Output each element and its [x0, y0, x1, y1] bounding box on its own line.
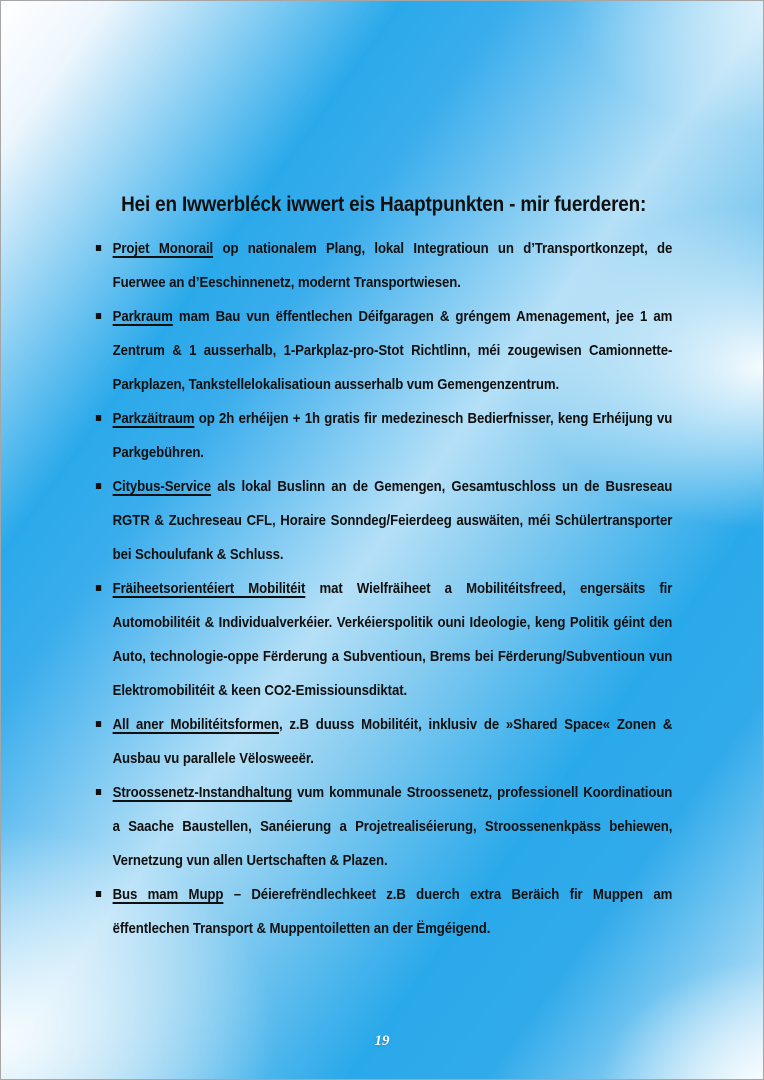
list-item-body: als lokal Buslinn an de Gemengen, Gesamtuschloss un de Busreseau RGTR & Zuchreseau CFL, Horaire Sonndeg/Feierdeeg auswäiten, méi Schülertransporter bei Schoulufank & Schluss.: [112, 478, 673, 563]
list-item-body: mam Bau vun ëffentlechen Déifgaragen & gréngem Amenagement, jee 1 am Zentrum & 1 ausserhalb, 1-Parkplaz-pro-Stot Richtlinn, méi zougewisen Camionnette-Parkplazen, Tankstellelokalisatioun ausserhalb vum Gemengenzentrum.: [112, 308, 673, 393]
list-item: [95, 776, 672, 878]
square-bullet-icon: [96, 789, 101, 795]
list-item-body: – Déierefrëndlechkeet z.B duerch extra Beräich fir Muppen am ëffentlechen Transport & Muppentoiletten an der Ëmgéigend.: [112, 886, 673, 937]
list-item: [95, 708, 672, 776]
list-item-body: z.B duuss Mobilitéit, inklusiv de »Shared Space« Zonen & Ausbau vu parallele Vëlosweeër.: [112, 716, 673, 767]
list-item-body: vum kommunale Stroossenetz, professionell Koordinatioun a Saache Baustellen, Sanéierung a Projetrealiséierung, Stroossenenkpäss behiewen, Vernetzung vun allen Uertschaften & Plazen.: [112, 784, 673, 869]
list-item-lead: Citybus-Service: [112, 478, 212, 495]
list-item-lead: All aner Mobilitéitsformen: [112, 716, 279, 733]
list-item-lead: Fräiheetsorientéiert Mobilitéit: [112, 580, 306, 597]
list-item: [95, 878, 672, 946]
page-number: 19: [374, 1033, 390, 1049]
page-heading: Hei en Iwwerbléck iwwert eis Haaptpunkten - mir fuerderen:: [121, 192, 647, 216]
list-item: [95, 300, 672, 402]
square-bullet-icon: [96, 585, 101, 591]
list-item-text: [113, 708, 673, 776]
square-bullet-icon: [96, 891, 101, 897]
list-item-lead: Projet Monorail: [112, 240, 214, 257]
list-item-text: [113, 402, 673, 470]
content-area: [95, 191, 672, 946]
list-item-lead: Bus mam Mupp: [112, 886, 224, 903]
list-item-text: [113, 572, 673, 708]
list-item-lead-suffix: ,: [278, 716, 283, 733]
list-item-text: [113, 776, 673, 878]
bullet-list: [95, 232, 672, 946]
list-item-text: [113, 300, 673, 402]
list-item-body: op 2h erhéijen + 1h gratis fir medezinesch Bedierfnisser, keng Erhéijung vu Parkgebühren.: [112, 410, 673, 461]
square-bullet-icon: [96, 721, 101, 727]
list-item-text: [113, 470, 673, 572]
list-item-lead: Stroossenetz-Instandhaltung: [112, 784, 293, 801]
list-item-body: mat Wielfräiheet a Mobilitéitsfreed, engersäits fir Automobilitéit & Individualverkéier. Verkéierspolitik ouni Ideologie, keng Politik géint den Auto, technologie-oppe Fërderung a Subventioun, Brems bei Fërderung/Subventioun vun Elektromobilitéit & keen CO2-Emissiounsdiktat.: [112, 580, 673, 699]
list-item-lead: Parkzäitraum: [112, 410, 195, 427]
list-item: [95, 402, 672, 470]
square-bullet-icon: [96, 313, 101, 319]
list-item: [95, 470, 672, 572]
square-bullet-icon: [96, 415, 101, 421]
list-item: [95, 572, 672, 708]
list-item-text: [113, 232, 673, 300]
list-item-body: op nationalem Plang, lokal Integratioun un d’Transportkonzept, de Fuerwee an d’Eeschinnenetz, modernt Transportwiesen.: [112, 240, 673, 291]
list-item-lead: Parkraum: [112, 308, 173, 325]
square-bullet-icon: [96, 483, 101, 489]
list-item-text: [113, 878, 673, 946]
square-bullet-icon: [96, 245, 101, 251]
list-item: [95, 232, 672, 300]
